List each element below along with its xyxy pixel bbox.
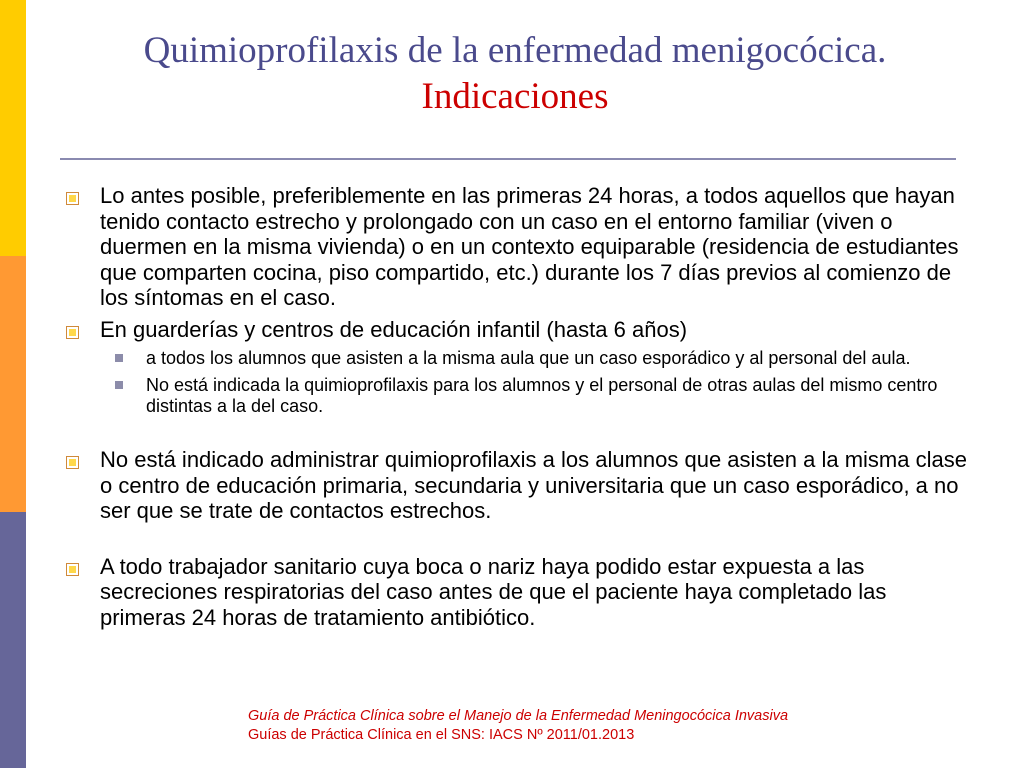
bullet-text: No está indicado administrar quimioprofilaxis a los alumnos que asisten a la misma clase o centro de educación primaria, secundaria y universitaria que un caso esporádico, a no ser que se trate de contactos estrechos. (100, 447, 967, 523)
sub-bullet-item (62, 348, 972, 369)
bullet-text: En guarderías y centros de educación infantil (hasta 6 años) (100, 316, 688, 342)
small-square-bullet-icon (115, 354, 123, 362)
title-line-2: Indicaciones (421, 76, 609, 117)
slide-title (60, 28, 970, 120)
sub-bullet-text: No está indicada la quimioprofilaxis para los alumnos y el personal de otras aulas del mismo centro distintas a la del caso. (146, 375, 938, 416)
square-bullet-icon (66, 563, 79, 576)
side-bar-yellow (0, 0, 26, 256)
bullet-item (62, 447, 972, 524)
square-bullet-icon (66, 326, 79, 339)
title-divider (60, 158, 956, 160)
reference-note (248, 707, 788, 745)
sub-bullet-text: a todos los alumnos que asisten a la misma aula que un caso esporádico y al personal del aula. (146, 348, 911, 368)
side-bar-purple (0, 512, 26, 768)
side-bar-orange (0, 256, 26, 512)
bullet-item (62, 317, 972, 343)
reference-line-1: Guía de Práctica Clínica sobre el Manejo de la Enfermedad Meningocócica Invasiva (248, 708, 789, 724)
slide-content (62, 183, 972, 630)
title-line-1: Quimioprofilaxis de la enfermedad menigocócica. (143, 30, 887, 71)
bullet-item (62, 183, 972, 311)
square-bullet-icon (66, 456, 79, 469)
reference-line-2: Guías de Práctica Clínica en el SNS: IACS Nº 2011/01.2013 (248, 727, 635, 743)
bullet-text: Lo antes posible, preferiblemente en las primeras 24 horas, a todos aquellos que hayan tenido contacto estrecho y prolongado con un caso en el entorno familiar (viven o duermen en la misma vivienda) o en un contexto equiparable (residencia de estudiantes que comparten cocina, piso compartido, etc.) durante los 7 días previos al comienzo de los síntomas en el caso. (100, 183, 959, 310)
sub-bullet-item (62, 375, 972, 417)
small-square-bullet-icon (115, 381, 123, 389)
square-bullet-icon (66, 192, 79, 205)
bullet-item (62, 554, 972, 631)
bullet-text: A todo trabajador sanitario cuya boca o nariz haya podido estar expuesta a las secreciones respiratorias del caso antes de que el paciente haya completado las primeras 24 horas de tratamiento antibiótico. (100, 553, 887, 630)
